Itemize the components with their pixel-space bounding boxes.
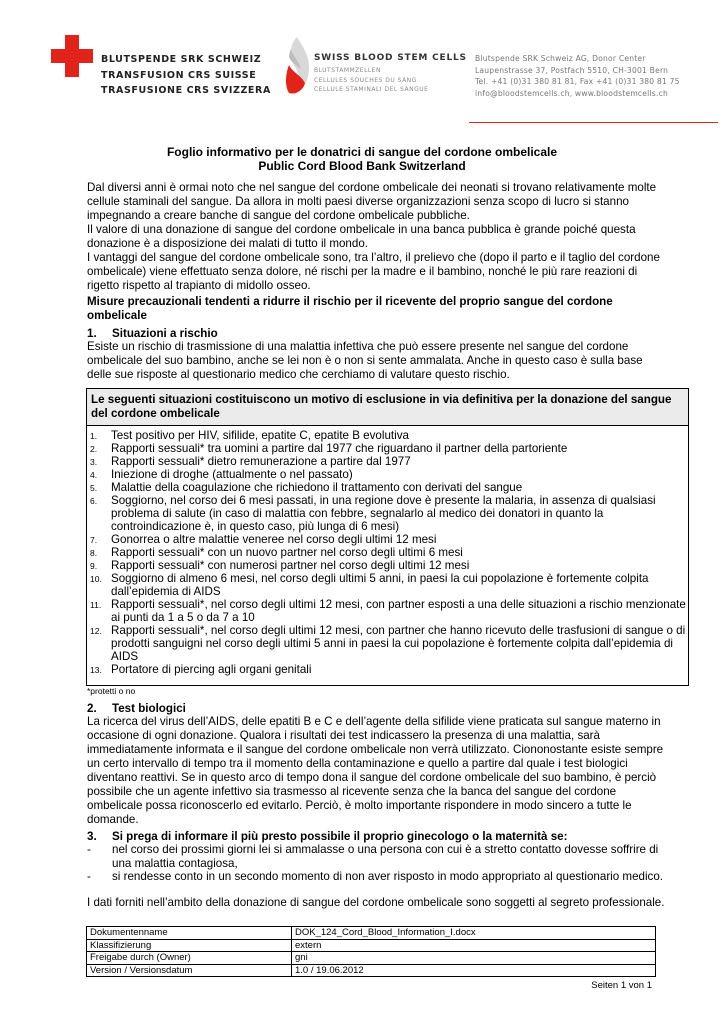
- list-item: [87, 429, 688, 442]
- table-row: [87, 964, 656, 977]
- document-info-table: [86, 926, 656, 977]
- item-text: Rapporti sessuali* tra uomini a partire dal 1977 che riguardano il partner della partoriente: [111, 442, 568, 455]
- exclusion-list: [87, 429, 688, 676]
- section-2-text: La ricerca del virus dell’AIDS, delle epatiti B e C e dell’agente della sifilide viene praticata sul sangue materno in occasione di ogni donazione. Qualora i risultati dei test indicassero la presenza di una malattia, sarà immediatamente informata e il sangue del cordone ombelicale non verrà utilizzato. Ciononostante esiste sempre un certo intervallo di tempo tra il momento della contaminazione e quello a partire dal quale i test biologici diventano reattivi. Se in questo arco di tempo dona il sangue del cordone ombelicale del suo bambino, è perciò possibile che un agente infettivo sia trasmesso al ricevente senza che la banca del sangue del cordone ombelicale possa riconoscerlo ed evitarlo. Perciò, è molto importante rispondere in modo sincero a tutte le domande.: [87, 715, 664, 826]
- stem-cells-subtitle: CELLULES SOUCHES DU SANG: [314, 76, 417, 84]
- section-1-heading: [87, 327, 218, 340]
- item-text: Soggiorno, nel corso dei 6 mesi passati, in una regione dove è presente la malaria, in assenza di qualsiasi problema di salute (in caso di malattia con febbre, segnalarlo al medico dei donatori in quanto la controindicazione è, in questo caso, più lunga di 6 mesi): [111, 494, 656, 533]
- contact-line: Blutspende SRK Schweiz AG, Donor Center: [475, 54, 646, 63]
- section-number: 2.: [87, 702, 97, 715]
- stem-cells-subtitle: CELLULE STAMINALI DEL SANGUE: [314, 86, 429, 93]
- document-subtitle: Public Cord Blood Bank Switzerland: [258, 159, 466, 173]
- table-cell-label: Freigabe durch (Owner): [87, 952, 292, 965]
- closing-text: I dati forniti nell’ambito della donazione di sangue del cordone ombelicale sono soggetti al segreto professionale.: [87, 896, 665, 909]
- stem-cells-name-block: [314, 53, 467, 95]
- item-number: 11.: [90, 600, 102, 610]
- contact-block: [475, 53, 680, 99]
- item-text: Portatore di piercing agli organi genitali: [111, 663, 312, 676]
- item-text: Rapporti sessuali* con un nuovo partner nel corso degli ultimi 6 mesi: [111, 546, 463, 559]
- section-number: 1.: [87, 327, 97, 340]
- table-cell-label: Version / Versionsdatum: [87, 964, 292, 977]
- list-item: [87, 481, 688, 494]
- contact-line: Laupenstrasse 37, Postfach 5510, CH-3001 Bern: [475, 65, 669, 75]
- item-text: Rapporti sessuali*, nel corso degli ultimi 12 mesi, con partner che hanno ricevuto delle trasfusioni di sangue o di prodotti sanguigni nel corso degli ultimi 5 anni in paesi la cui popolazione è fortemente colpita dall’epidemia di AIDS: [111, 624, 686, 663]
- table-cell-value: gni: [292, 952, 656, 965]
- item-text: Gonorrea o altre malattie veneree nel corso degli ultimi 12 mesi: [111, 533, 437, 546]
- item-number: 9.: [90, 561, 98, 571]
- item-text: Test positivo per HIV, sifilide, epatite C, epatite B evolutiva: [111, 429, 409, 442]
- section-number: 3.: [87, 830, 97, 843]
- item-text: si rendesse conto in un secondo momento di non aver risposto in modo appropriato al questionario medico.: [112, 870, 664, 883]
- srk-line: BLUTSPENDE SRK SCHWEIZ: [101, 54, 262, 65]
- table-cell-value: DOK_124_Cord_Blood_Information_I.docx: [292, 927, 656, 940]
- list-item: [87, 843, 667, 871]
- table-row: [87, 952, 656, 965]
- table-row: [87, 939, 656, 952]
- footnote: *protetti o no: [87, 686, 136, 696]
- table-cell-value: extern: [292, 939, 656, 952]
- list-item: [87, 624, 688, 663]
- dash-bullet: -: [87, 843, 91, 856]
- item-text: nel corso dei prossimi giorni lei si ammalasse o una persona con cui è a stretto contatto dovesse soffrire di una malattia contagiosa,: [112, 843, 659, 870]
- item-text: Iniezione di droghe (attualmente o nel passato): [111, 468, 353, 481]
- stem-cells-title: SWISS BLOOD STEM CELLS: [314, 53, 467, 63]
- red-cross-logo: [51, 35, 93, 77]
- list-item: [87, 598, 688, 624]
- section-1-text: Esiste un rischio di trasmissione di una malattia infettiva che può essere presente nel sangue del cordone ombelicale del suo bambino, anche se lei non è o non si sente ammalata. Anche in questo caso è sulla base delle sue risposte al questionario medico che cerchiamo di valutare questo rischio.: [87, 340, 643, 381]
- list-item: [87, 533, 688, 546]
- srk-line: TRANSFUSION CRS SUISSE: [101, 69, 257, 81]
- item-number: 4.: [90, 470, 98, 480]
- list-item: [87, 455, 688, 468]
- item-text: Rapporti sessuali* dietro remunerazione a partire dal 1977: [111, 455, 411, 468]
- item-text: Soggiorno di almeno 6 mesi, nel corso degli ultimi 5 anni, in paesi la cui popolazione è fortemente colpita dall’epidemia di AIDS: [111, 572, 649, 598]
- exclusion-box: [86, 388, 689, 686]
- page-number: Seiten 1 von 1: [591, 980, 652, 991]
- item-number: 10.: [90, 574, 102, 584]
- contact-line: Tel. +41 (0)31 380 81 81, Fax +41 (0)31 380 81 75: [475, 77, 680, 86]
- measures-heading: Misure precauzionali tendenti a ridurre il rischio per il ricevente del proprio sangue del cordone ombelicale: [87, 295, 613, 322]
- section-title: Si prega di informare il più presto possibile il proprio ginecologo o la maternità se:: [112, 830, 568, 843]
- table-row: [87, 927, 656, 940]
- list-item: [87, 663, 688, 676]
- item-number: 5.: [90, 483, 98, 493]
- item-number: 2.: [90, 444, 98, 454]
- stem-cells-logo: [283, 35, 311, 97]
- item-number: 13.: [90, 665, 102, 675]
- item-number: 6.: [90, 496, 98, 506]
- srk-name-block: [101, 52, 271, 99]
- exclusion-box-heading: Le seguenti situazioni costituiscono un motivo di esclusione in via definitiva per la donazione del sangue del cordone ombelicale: [87, 389, 688, 426]
- item-number: 1.: [90, 431, 98, 441]
- item-text: Rapporti sessuali*, nel corso degli ultimi 12 mesi, con partner esposti a una delle situazioni a rischio menzionate ai punti da 1 a 5 o da 7 a 10: [111, 598, 686, 624]
- document-title: Foglio informativo per le donatrici di sangue del cordone ombelicale: [166, 145, 558, 159]
- table-cell-label: Klassifizierung: [87, 939, 292, 952]
- table-cell-value: 1.0 / 19.06.2012: [292, 964, 656, 977]
- list-item: [87, 442, 688, 455]
- dash-bullet: -: [87, 870, 91, 883]
- section-2-heading: [87, 702, 186, 715]
- item-number: 3.: [90, 457, 98, 467]
- table-cell-label: Dokumentenname: [87, 927, 292, 940]
- section-3-heading: [87, 830, 567, 843]
- intro-paragraph: Dal diversi anni è ormai noto che nel sangue del cordone ombelicale dei neonati si trovano relativamente molte cellule staminali del sangue. Da allora in molti paesi diverse organizzazioni senza scopo di lucro si stanno impegnando a creare banche di sangue del cordone ombelicale pubbliche. Il valore di una donazione di sangue del cordone ombelicale in una banca pubblica è grande poiché questa donazione è a disposizione dei malati di tutto il mondo. I vantaggi del sangue del cordone ombelicale sono, tra l’altro, il prelievo che (dopo il parto e il taglio del cordone ombelicale) viene effettuato senza dolore, né rischi per la madre e il bambino, nonché le più rare reazioni di rigetto rispetto al trapianto di midollo osseo.: [87, 181, 660, 292]
- section-title: Situazioni a rischio: [112, 327, 218, 340]
- list-item: [87, 494, 688, 533]
- list-item: [87, 468, 688, 481]
- section-title: Test biologici: [112, 702, 186, 715]
- srk-line: TRASFUSIONE CRS SVIZZERA: [101, 85, 271, 96]
- contact-email-web[interactable]: info@bloodstemcells.ch, www.bloodstemcells.ch: [475, 88, 668, 98]
- stem-cells-subtitle: BLUTSTAMMZELLEN: [314, 67, 382, 74]
- item-text: Malattie della coagulazione che richiedono il trattamento con derivati del sangue: [111, 481, 523, 494]
- list-item: [87, 546, 688, 559]
- list-item: [87, 559, 688, 572]
- item-number: 7.: [90, 535, 98, 545]
- item-number: 8.: [90, 548, 98, 558]
- list-item: [87, 870, 667, 884]
- item-text: Rapporti sessuali* con numerosi partner nel corso degli ultimi 12 mesi: [111, 559, 470, 572]
- header-divider: [469, 122, 718, 123]
- list-item: [87, 572, 688, 598]
- item-number: 12.: [90, 626, 102, 636]
